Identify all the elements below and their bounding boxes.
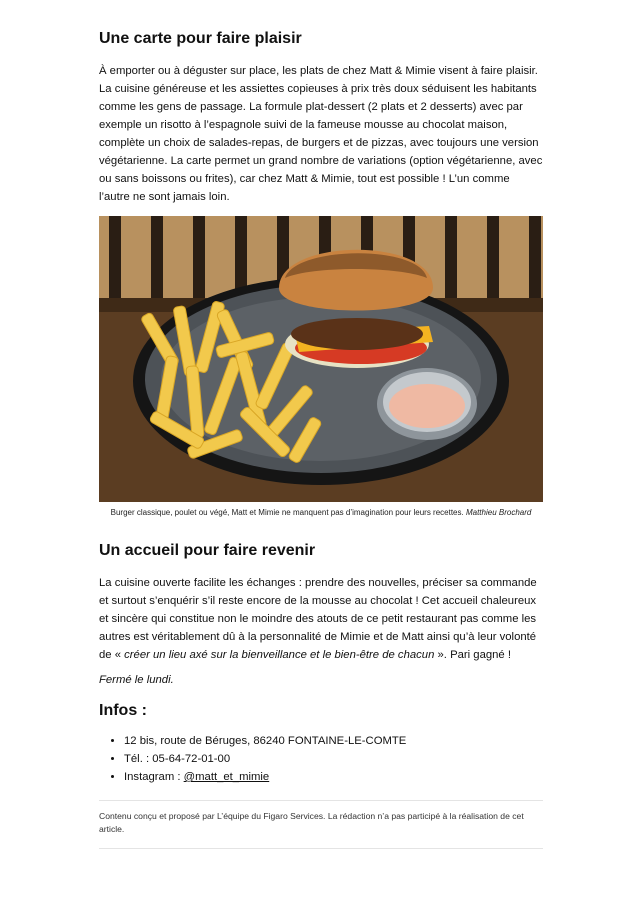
footer-text: Contenu conçu et proposé par L’équipe du Figaro Services. La rédaction n’a pas participé à la réalisation de cet article. <box>99 811 524 834</box>
burger-photo[interactable] <box>99 216 543 502</box>
paragraph-end: ». Pari gagné ! <box>434 649 511 661</box>
section-paragraph-accueil <box>99 574 543 664</box>
closing-days: Fermé le lundi. <box>99 674 174 686</box>
section-title-carte: Une carte pour faire plaisir <box>99 30 302 47</box>
info-phone: • Tél. : 05-64-72-01-00 <box>124 750 543 768</box>
paragraph-quote: créer un lieu axé sur la bienveillance et le bien-être de chacun <box>124 649 435 661</box>
infos-title: Infos : <box>99 702 147 719</box>
info-address: • 12 bis, route de Béruges, 86240 FONTAINE-LE-COMTE <box>124 732 543 750</box>
photo-caption <box>109 506 533 520</box>
instagram-link[interactable]: @matt_et_mimie <box>183 771 270 783</box>
infos-list <box>99 732 543 786</box>
instagram-label: Instagram : <box>124 771 184 783</box>
paragraph-start: La cuisine ouverte facilite les échanges : prendre des nouvelles, préciser sa commande et surtout s’enquérir s’il reste encore de la mousse au chocolat ! Cet accueil chaleureux et sincère qui constitue non le moindre des atouts de ce petit restaurant pas comme les autres est véritablement dû à la personnalité de Mimie et de Matt ainsi qu’à leur volonté de « <box>99 577 537 661</box>
caption-text: Burger classique, poulet ou végé, Matt et Mimie ne manquent pas d’imagination pour leurs recettes. <box>110 508 464 517</box>
caption-credit: Matthieu Brochard <box>465 508 532 517</box>
article <box>99 0 543 849</box>
footer-disclaimer <box>99 800 543 849</box>
section-paragraph-carte: À emporter ou à déguster sur place, les plats de chez Matt & Mimie visent à faire plaisir. La cuisine généreuse et les assiettes copieuses à prix très doux séduisent les habitants comme les gens de passage. La formule plat-dessert (2 plats et 2 desserts) avec par exemple un risotto à l’espagnole suivi de la fameuse mousse au chocolat maison, complète un choix de salades-repas, de burgers et de pizzas, avec toujours une version végétarienne. La carte permet un grand nombre de variations (option végétarienne, avec ou sans boissons ou frites), car chez Matt & Mimie, tout est possible ! L’un comme l’autre ne sont jamais loin. <box>99 65 543 203</box>
section-title-accueil: Un accueil pour faire revenir <box>99 542 316 559</box>
sauce-cup <box>377 368 477 440</box>
figure <box>99 216 543 520</box>
info-instagram <box>124 768 543 786</box>
